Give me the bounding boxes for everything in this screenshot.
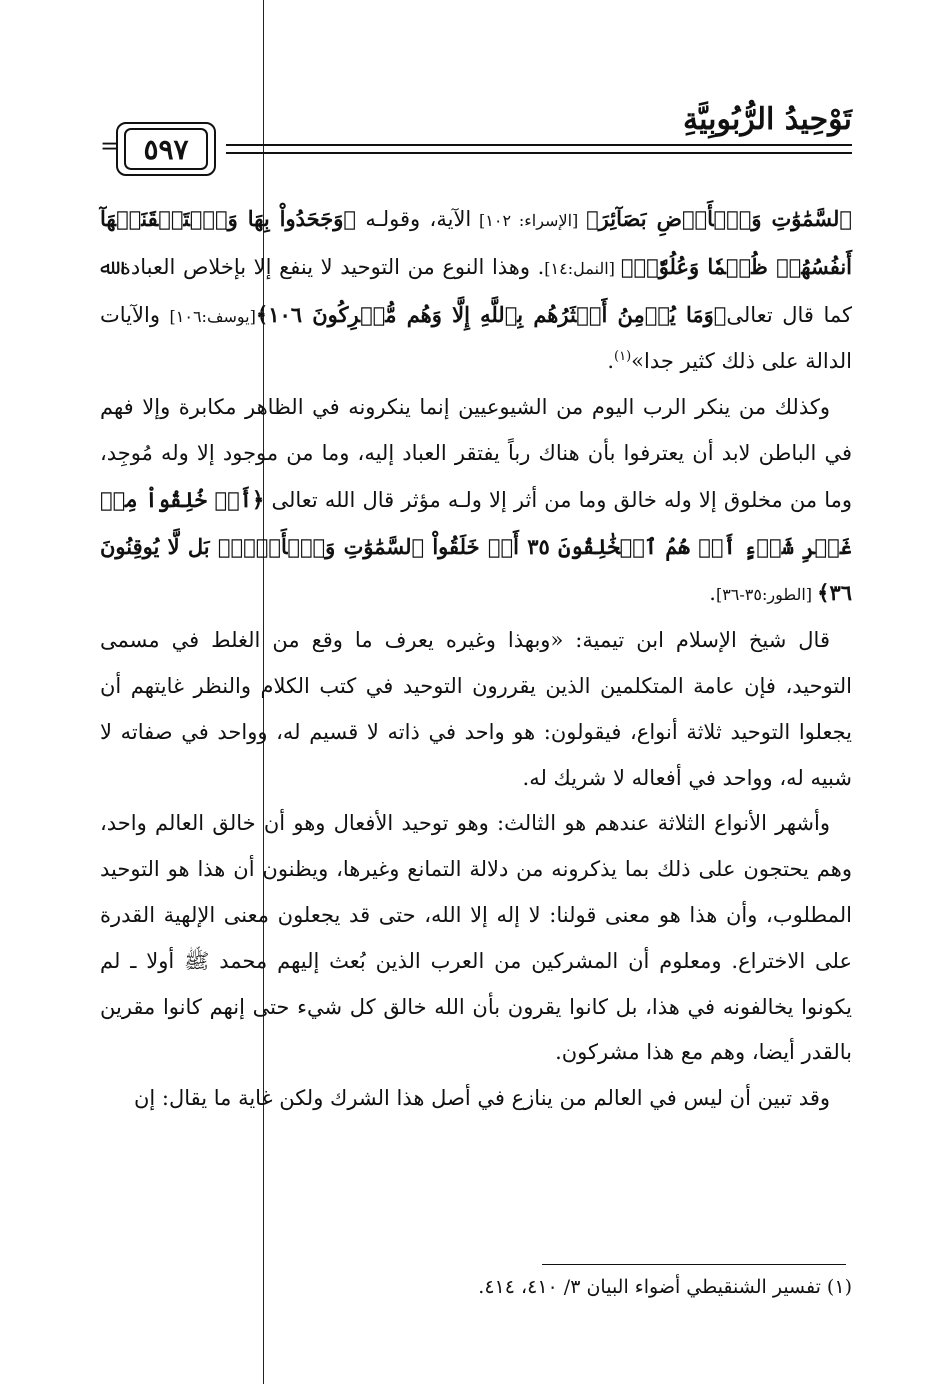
quran-quote: ﴿أَمۡ خُلِقُواْ مِنۡ غَيۡرِ شَيۡءٍ أَمۡ هُمُ ٱلۡخَٰلِقُونَ ٣٥ أَمۡ خَلَقُواْ ٱلسَّمَٰوَٰتِ وَٱلۡأَرۡضَۚ بَل لَّا يُوقِنُونَ ٣٦﴾: [100, 486, 852, 606]
body-text: .: [607, 349, 615, 374]
page-number: ٥٩٧: [124, 128, 208, 170]
header-ornament: =: [100, 132, 121, 160]
body-text: والآيات الدالة على ذلك كثير جدا»: [100, 302, 852, 374]
body-text: وقد تبين أن ليس في العالم من ينازع في أصل هذا الشرك ولكن غاية ما يقال: إن: [133, 1086, 830, 1111]
paragraph: [100, 196, 852, 385]
footnote-separator: [542, 1264, 846, 1265]
quran-quote: ٱلسَّمَٰوَٰتِ وَٱلۡأَرۡضِ بَصَآئِرَ﴾: [586, 206, 853, 231]
body-text: . وهذا النوع من التوحيد لا ينفع إلا بإخلاص العبادة ﷲ كما قال تعالى: [100, 254, 852, 327]
body-text: وأشهر الأنواع الثلاثة عندهم هو الثالث: وهو توحيد الأفعال وهو أن خالق العالم واحد، وهم يحتجون على ذلك بما يذكرونه من دلالة التمانع وغيرها، ويظنون أن هذا هو التوحيد المطلوب، وأن هذا هو معنى قولنا: لا إله إلا الله، حتى قد يجعلون معنى الإلهية القدرة على الاختراع. ومعلوم أن المشركين من العرب الذين بُعث إليهم محمد ﷺ أولا ـ لم يكونوا يخالفونه في هذا، بل كانوا يقرون بأن الله خالق كل شيء حتى إنهم كانوا مقرين بالقدر أيضا، وهم مع هذا مشركون.: [100, 811, 852, 1065]
paragraph: [100, 385, 852, 618]
header-rule: [226, 152, 852, 154]
paragraph: [100, 1076, 852, 1122]
footnote: (١) تفسير الشنقيطي أضواء البيان ٣/ ٤١٠، ٤١٤.: [478, 1276, 852, 1298]
body-text: قال شيخ الإسلام ابن تيمية: «وبهذا وغيره يعرف ما وقع من الغلط في مسمى التوحيد، فإن عامة المتكلمين الذين يقررون التوحيد في كتب الكلام والنظر غايتهم أن يجعلوا التوحيد ثلاثة أنواع، فيقولون: هو واحد في ذاته لا قسيم له، وواحد في صفاته لا شبيه له، وواحد في أفعاله لا شريك له.: [100, 628, 852, 790]
page-number-frame: [116, 122, 216, 176]
paragraph: [100, 618, 852, 801]
quran-quote: ﴿وَمَا يُؤۡمِنُ أَكۡثَرُهُم بِٱللَّهِ إِلَّا وَهُم مُّشۡرِكُونَ ١٠٦﴾: [255, 301, 727, 327]
body-text: وكذلك من ينكر الرب اليوم من الشيوعيين إنما ينكرونه في الظاهر مكابرة وإلا فهم في الباطن لابد أن يعترفوا بأن هناك رباً يفتقر العباد إليه، وما من موجود إلا وله مُوجِد، وما من مخلوق إلا وله خالق وما من أثر إلا ولـه مؤثر قال الله تعالى: [100, 395, 852, 512]
quran-quote: ﴿وَجَحَدُواْ بِهَا وَٱسۡتَيۡقَنَتۡهَآ أَنفُسُهُمۡ ظُلۡمٗا وَعُلُوّٗاۚ﴾: [100, 206, 853, 279]
running-title: تَوْحِيدُ الرُّبُوبِيَّةِ: [683, 102, 852, 137]
footnote-marker: (١): [614, 349, 632, 365]
body-text: .: [709, 581, 716, 606]
main-text: [100, 196, 852, 1122]
verse-reference: [الإسراء: ١٠٢]: [471, 211, 587, 230]
paragraph: [100, 801, 852, 1076]
body-text: الآية، وقولـه: [355, 207, 472, 231]
verse-reference: [الطور:٣٥-٣٦]: [715, 585, 818, 605]
verse-reference: [النمل:١٤]: [544, 258, 621, 278]
page-header: [100, 96, 852, 186]
verse-reference: [يوسف:١٠٦]: [169, 306, 256, 326]
header-rule: [226, 144, 852, 146]
